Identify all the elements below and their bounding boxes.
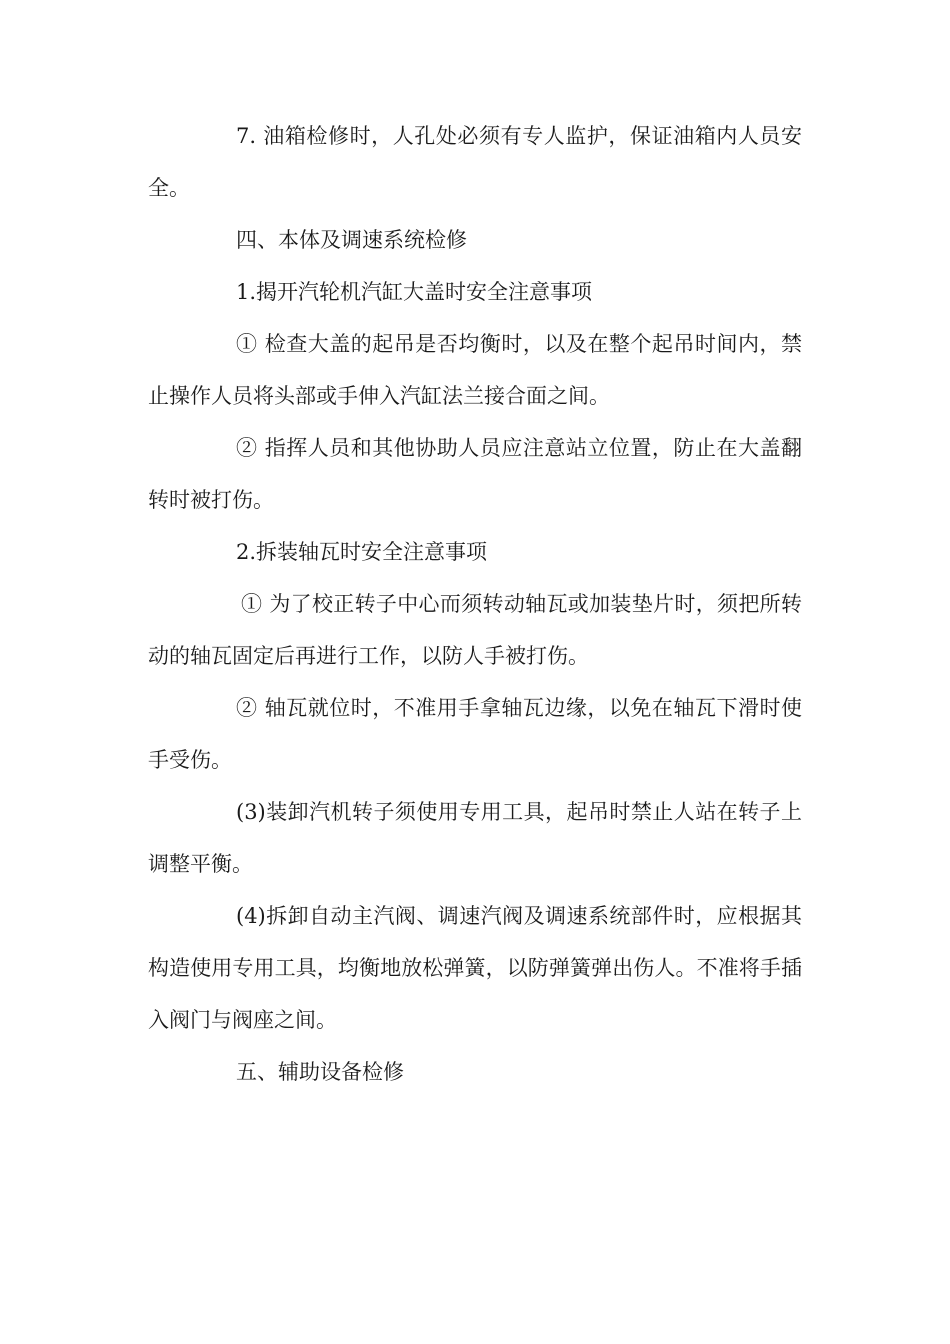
section-heading-5: 五、辅助设备检修 (236, 1060, 404, 1084)
section-heading-4: 四、本体及调速系统检修 (236, 228, 467, 252)
subheading-bearing-shell: 2.拆装轴瓦时安全注意事项 (236, 540, 488, 564)
paragraph-command-personnel: ② 指挥人员和其他协助人员应注意站立位置，防止在大盖翻转时被打伤。 (148, 436, 802, 512)
paragraph-cover-lifting: ① 检查大盖的起吊是否均衡时，以及在整个起吊时间内，禁止操作人员将头部或手伸入汽缸法兰接合面之间。 (148, 332, 802, 408)
paragraph-bearing-placement: ② 轴瓦就位时，不准用手拿轴瓦边缘，以免在轴瓦下滑时使手受伤。 (148, 696, 802, 772)
paragraph-rotor-alignment: ① 为了校正转子中心而须转动轴瓦或加装垫片时，须把所转动的轴瓦固定后再进行工作，以防人手被打伤。 (148, 592, 802, 668)
paragraph-oil-tank-item-7: 7. 油箱检修时，人孔处必须有专人监护，保证油箱内人员安全。 (148, 124, 802, 200)
paragraph-valve-disassembly: (4)拆卸自动主汽阀、调速汽阀及调速系统部件时，应根据其构造使用专用工具，均衡地放松弹簧，以防弹簧弹出伤人。不准将手插入阀门与阀座之间。 (148, 904, 802, 1032)
paragraph-rotor-handling: (3)装卸汽机转子须使用专用工具，起吊时禁止人站在转子上调整平衡。 (148, 800, 802, 876)
subheading-cylinder-cover: 1.揭开汽轮机汽缸大盖时安全注意事项 (236, 280, 593, 304)
